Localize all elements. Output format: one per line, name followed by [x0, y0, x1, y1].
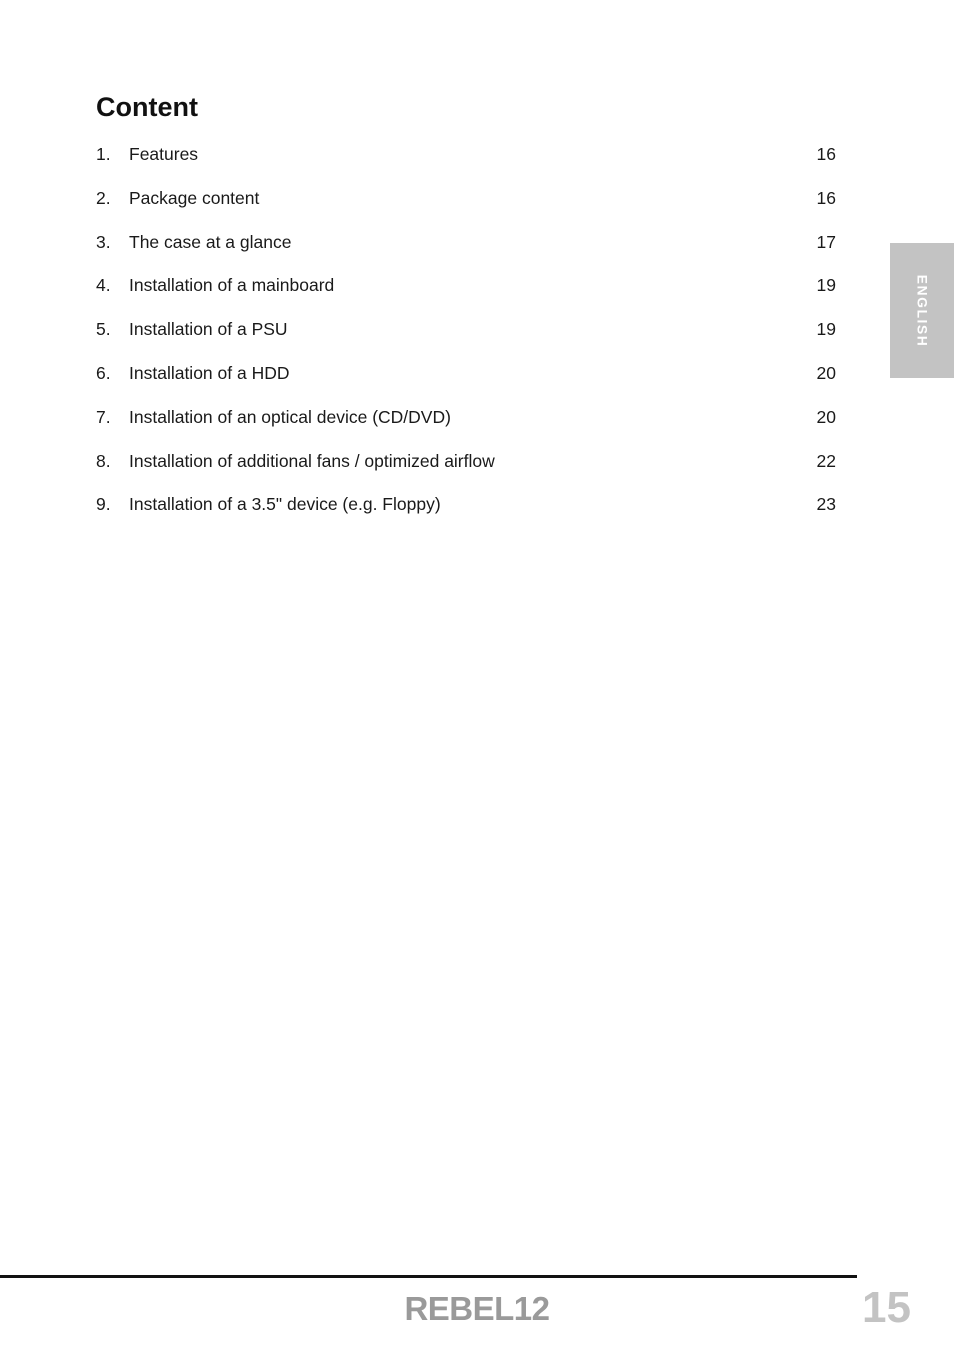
- toc-entry-label: Installation of an optical device (CD/DVD): [129, 406, 451, 427]
- toc-entry-number: 4.: [96, 275, 111, 296]
- toc-entry-fans-airflow: [96, 440, 836, 484]
- footer-brand: REBEL12: [404, 1290, 550, 1327]
- toc-entry-floppy: [96, 483, 836, 527]
- toc-entry-hdd: [96, 352, 836, 396]
- toc-entry-label: Features: [129, 144, 199, 164]
- toc-entry-page: 20: [816, 406, 836, 427]
- toc-entry-page: 17: [816, 231, 836, 252]
- toc-entry-page: 20: [816, 362, 836, 383]
- toc-entry-page: 19: [816, 319, 836, 340]
- toc-entry-label: Installation of additional fans / optimized airflow: [129, 450, 495, 471]
- toc-entry-number: 6.: [96, 362, 111, 383]
- toc-entry-number: 9.: [96, 494, 111, 515]
- toc-entry-page: 16: [816, 187, 836, 208]
- page-number: 15: [862, 1283, 911, 1332]
- toc-entry-optical-device: [96, 396, 836, 440]
- toc-entry-number: 8.: [96, 450, 111, 471]
- toc-entry-label: Installation of a mainboard: [129, 275, 335, 296]
- toc-entry-label: The case at a glance: [129, 231, 292, 252]
- toc-entry-page: 23: [816, 494, 836, 515]
- toc-entry-page: 22: [816, 450, 836, 471]
- toc-entry-number: 3.: [96, 231, 111, 252]
- toc-entry-number: 7.: [96, 406, 111, 427]
- toc-entry-package-content: [96, 177, 836, 221]
- toc-entry-label: Installation of a 3.5" device (e.g. Floppy): [129, 494, 441, 515]
- toc-entry-label: Installation of a HDD: [129, 362, 290, 383]
- toc-entry-number: 2.: [96, 187, 111, 208]
- toc-entry-page: 16: [816, 144, 836, 164]
- language-tab: [890, 243, 954, 378]
- footer-divider: [0, 1275, 857, 1278]
- toc-entry-number: 1.: [96, 144, 111, 164]
- toc-entry-label: Installation of a PSU: [129, 319, 288, 340]
- toc-entry-case-at-a-glance: [96, 221, 836, 265]
- toc-entry-page: 19: [816, 275, 836, 296]
- toc-entry-label: Package content: [129, 187, 260, 208]
- toc-entry-psu: [96, 308, 836, 352]
- toc-entry-features: [96, 133, 836, 177]
- toc-entry-mainboard: [96, 264, 836, 308]
- toc-entry-number: 5.: [96, 319, 111, 340]
- language-tab-label: ENGLISH: [914, 274, 931, 347]
- page-title: Content: [96, 92, 198, 122]
- table-of-contents: [96, 133, 836, 527]
